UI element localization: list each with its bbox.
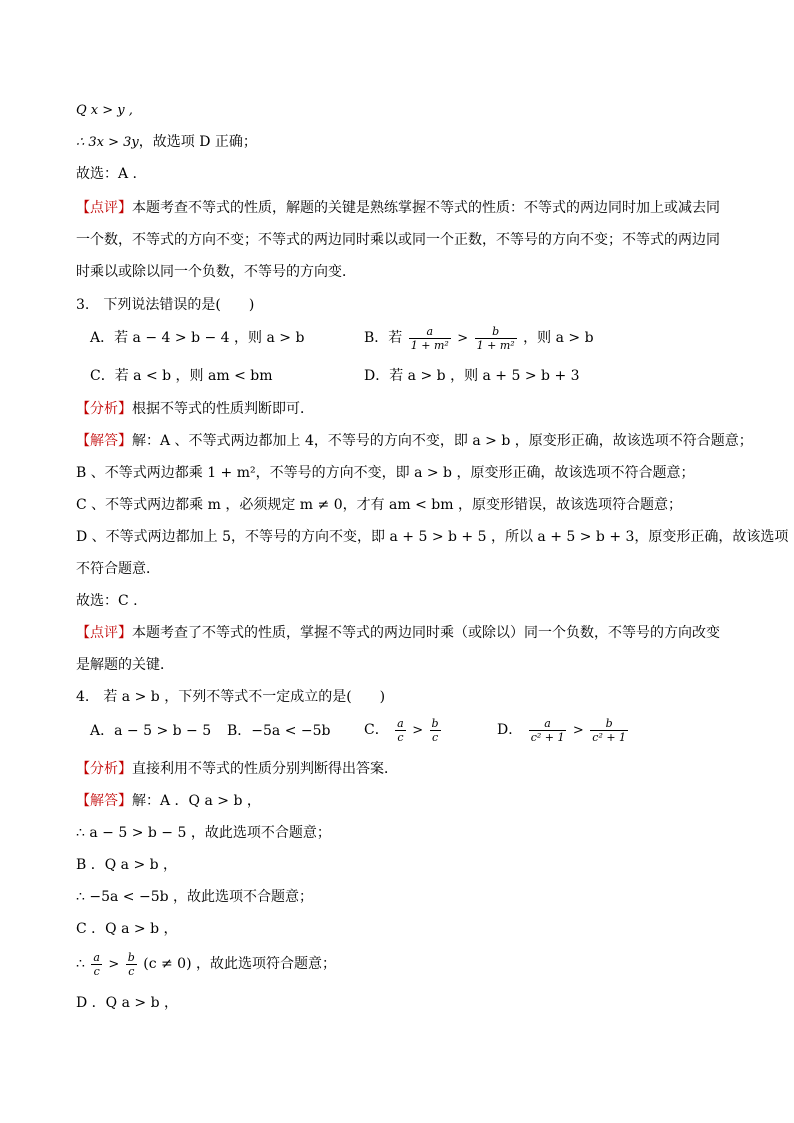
q4-option-a: A．a − 5 > b − 5 <box>90 723 212 739</box>
question-4-stem: 4. 若 a > b ，下列不等式不一定成立的是( ) <box>76 689 386 705</box>
fraction: $\frac{a}{\text{c² + 1}}$ <box>530 716 565 744</box>
text-line: ∴ $\frac{a}{c}$ > $\frac{b}{c}$ (c ≠ 0) ，故此选项符合题意； <box>76 950 337 978</box>
text-line: C ．Q a > b ， <box>76 921 178 937</box>
text-line: D ．Q a > b ， <box>76 995 178 1011</box>
fraction: $\frac{b}{\text{c² + 1}}$ <box>592 716 627 744</box>
text-line: 是解题的关键． <box>76 657 174 673</box>
text-line: D 、不等式两边都加上 5，不等号的方向不变，即 a + 5 > b + 5 ，所以 a + 5 > b + 3，原变形正确，故该选项 <box>76 529 789 545</box>
answer-paragraph: 【解答】解：A ．Q a > b ， <box>76 793 261 809</box>
fraction: $\frac{a}{\text{1 + m²}}$ <box>410 324 449 352</box>
fraction: $\frac{b}{\text{1 + m²}}$ <box>476 324 515 352</box>
fraction: $\frac{b}{c}$ <box>127 950 135 978</box>
q3-option-c: C．若 a < b ，则 am < bm <box>90 368 273 384</box>
q4-option-c: C． $\frac{a}{c}$ > $\frac{b}{c}$ <box>364 716 439 744</box>
analysis-tag: 【分析】 <box>76 761 132 777</box>
answer-tag: 【解答】 <box>76 793 132 809</box>
fraction: $\frac{a}{c}$ <box>93 950 100 978</box>
analysis-paragraph: 【分析】根据不等式的性质判断即可． <box>76 401 314 417</box>
text-line: 故选：A . <box>76 166 138 182</box>
text-line: Q x > y , <box>76 103 133 118</box>
text-line: C 、不等式两边都乘 m ，必须规定 m ≠ 0，才有 am < bm ，原变形错误，故该选项符合题意； <box>76 497 682 513</box>
answer-tag: 【解答】 <box>76 433 132 449</box>
fraction: $\frac{b}{c}$ <box>431 716 439 744</box>
analysis-tag: 【分析】 <box>76 401 132 417</box>
text-line: 故选：C . <box>76 593 138 609</box>
text-line: ∴ −5a < −5b ，故此选项不合题意； <box>76 889 314 905</box>
text-line: ∴ 3x > 3y，故选项 D 正确； <box>76 134 257 150</box>
text-line: 时乘以或除以同一个负数，不等号的方向变． <box>76 264 356 280</box>
q3-option-d: D．若 a > b ，则 a + 5 > b + 3 <box>364 368 580 384</box>
text-line: 不符合题意． <box>76 561 160 577</box>
comment-paragraph: 【点评】本题考查不等式的性质，解题的关键是熟练掌握不等式的性质：不等式的两边同时加上或减去同 <box>76 200 720 216</box>
q3-option-b: B．若 $\frac{a}{\text{1 + m²}}$ > $\frac{b}{\text{1 + m²}}$ ，则 a > b <box>364 324 594 352</box>
question-3-stem: 3. 下列说法错误的是( ) <box>76 297 255 313</box>
fraction: $\frac{a}{c}$ <box>397 716 404 744</box>
q4-option-b: B．−5a < −5b <box>227 723 331 739</box>
comment-tag: 【点评】 <box>76 625 132 641</box>
text-line: ∴ a − 5 > b − 5 ，故此选项不合题意； <box>76 825 331 841</box>
q3-option-a: A．若 a − 4 > b − 4 ，则 a > b <box>90 330 305 346</box>
q4-option-d: D． $\frac{a}{\text{c² + 1}}$ > $\frac{b}{\text{c² + 1}}$ <box>497 716 627 744</box>
text-line: 一个数，不等式的方向不变；不等式的两边同时乘以或同一个正数，不等号的方向不变；不等式的两边同 <box>76 232 720 248</box>
comment-paragraph: 【点评】本题考查了不等式的性质，掌握不等式的两边同时乘（或除以）同一个负数，不等号的方向改变 <box>76 625 720 641</box>
text-line: B 、不等式两边都乘 1 + m²，不等号的方向不变，即 a > b ，原变形正确，故该选项不符合题意； <box>76 465 695 481</box>
text-line: B ．Q a > b ， <box>76 857 178 873</box>
answer-paragraph: 【解答】解：A 、不等式两边都加上 4，不等号的方向不变，即 a > b ，原变形正确，故该选项不符合题意； <box>76 433 753 449</box>
comment-tag: 【点评】 <box>76 200 132 216</box>
analysis-paragraph: 【分析】直接利用不等式的性质分别判断得出答案． <box>76 761 398 777</box>
